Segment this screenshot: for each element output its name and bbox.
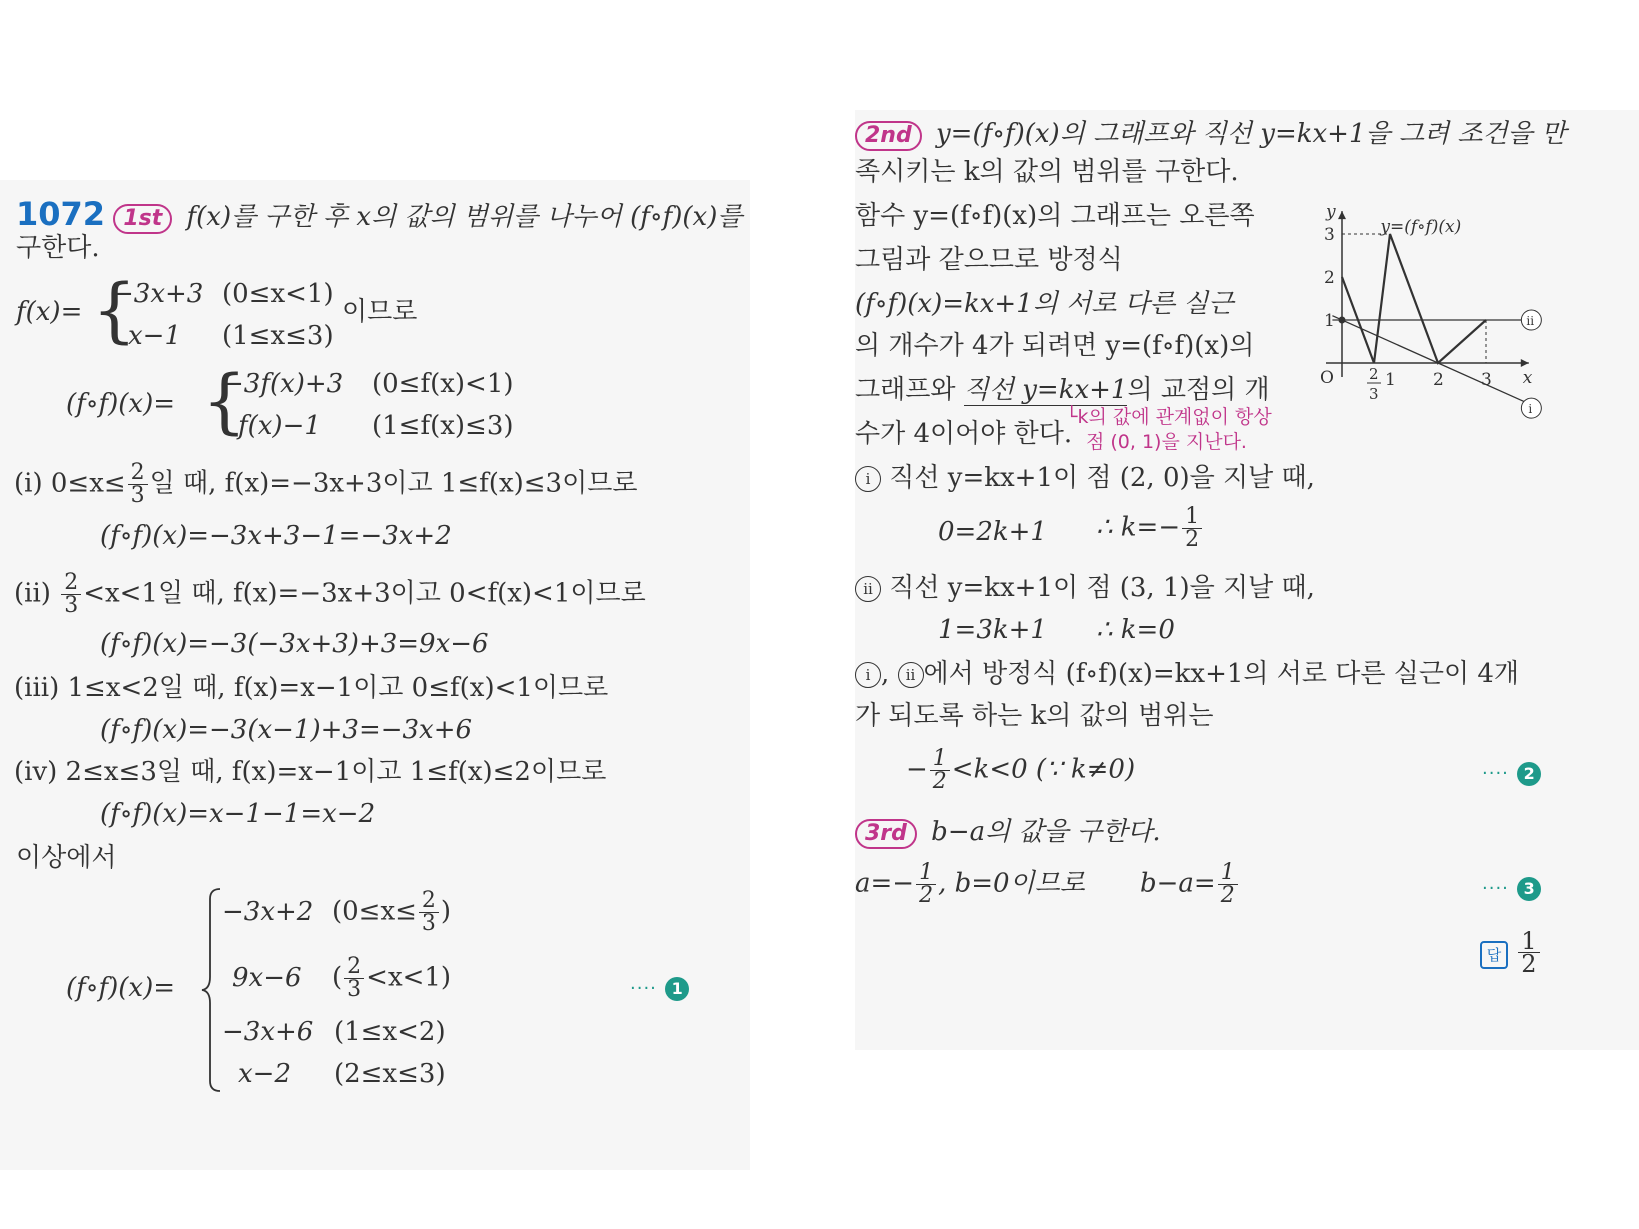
x-tick-label: 1 [1385,370,1396,390]
eq-ii-a: 1=3k+1 [938,615,1047,645]
note-line-2: 점 (0, 1)을 지난다. [1086,431,1247,453]
case-i-end: 일 때, f(x)=−3x+3이고 1≤f(x)≤3이므로 [149,468,638,499]
point-0-1 [1339,317,1346,324]
case-ii-end: <x<1일 때, f(x)=−3x+3이고 0<f(x)<1이므로 [83,578,646,609]
circle-i-icon: i [855,466,881,492]
graph-title: y=(f∘f)(x) [1380,216,1462,237]
para-line-4: 의 개수가 4가 되려면 y=(f∘f)(x)의 [855,331,1255,361]
case-iii: (iii) 1≤x<2일 때, f(x)=x−1이고 0≤f(x)<1이므로 [14,673,609,703]
final-c4-expr: x−2 [238,1059,291,1089]
case-iii-result: (f∘f)(x)=−3(x−1)+3=−3x+6 [100,715,473,745]
f-def-tail: 이므로 [342,297,418,327]
label-i-text: i [1528,402,1533,417]
frac-half: $\frac{1}{2}$ [1518,930,1539,975]
frac-half: $\frac{1}{2}$ [1218,862,1238,907]
note-line-1: └k의 값에 관계없이 항상 [1066,406,1272,428]
case-ii [14,572,646,617]
case-ii-result: (f∘f)(x)=−3(−3x+3)+3=9x−6 [100,629,489,659]
step3-text: b−a의 값을 구한다. [931,817,1161,847]
final-c3-expr: −3x+6 [222,1017,314,1047]
y-tick-label: 2 [1324,268,1335,288]
case-iv: (iv) 2≤x≤3일 때, f(x)=x−1이고 1≤f(x)≤2이므로 [14,757,607,787]
brace-f: { [92,269,137,351]
ff-case2-cond: (1≤f(x)≤3) [372,411,514,441]
y-tick-label: 1 [1324,311,1335,331]
marker-3: ···· 3 [1482,870,1541,905]
f-case2-cond: (1≤x≤3) [222,321,334,351]
x-tick-frac-den: 3 [1369,385,1379,403]
step2-text-cont: 족시키는 k의 값의 범위를 구한다. [855,157,1239,187]
ff-lhs: (f∘f)(x)= [66,389,176,419]
final-c1-expr: −3x+2 [222,897,314,927]
marker-1: ···· 1 [630,970,689,1005]
conclusion-line-2: 가 되도록 하는 k의 값의 범위는 [855,701,1214,731]
case-line-i: i 직선 y=kx+1이 점 (2, 0)을 지날 때, [855,462,1315,494]
step3-badge: 3rd [855,819,917,849]
case-line-ii: ii 직선 y=kx+1이 점 (3, 1)을 지날 때, [855,572,1315,604]
para-line-5: 그래프와 직선 y=kx+1의 교점의 개 [855,375,1270,405]
frac-two-thirds: $\frac{2}{3}$ [344,956,364,1001]
eq-ii-b: ∴ k=0 [1096,615,1175,645]
f-case1-expr: −3x+3 [112,279,204,309]
brace-ff: { [202,360,247,442]
x-tick-frac-num: 2 [1369,365,1379,383]
therefore-text: 이상에서 [16,843,117,873]
final-c3-cond: (1≤x<2) [334,1017,446,1047]
origin-label: O [1320,368,1334,388]
frac-two-thirds: $\frac{2}{3}$ [128,462,148,507]
frac-two-thirds: $\frac{2}{3}$ [61,572,81,617]
x-label: x [1522,368,1533,388]
conclusion-line-1: i , ii 에서 방정식 (f∘f)(x)=kx+1의 서로 다른 실근이 4개 [855,658,1519,690]
case-i-start: (i) 0≤x≤ [14,468,126,499]
ff-case2-expr: f(x)−1 [238,411,321,441]
marker-2: ···· 2 [1482,755,1541,790]
y-tick-label: 3 [1324,225,1335,245]
para-line-6: 수가 4이어야 한다. [855,419,1073,449]
case-iv-result: (f∘f)(x)=x−1−1=x−2 [100,799,376,829]
problem-number: 1072 [16,195,106,233]
x-tick-label: 2 [1433,370,1444,390]
frac-half: $\frac{1}{2}$ [916,862,936,907]
ff-case1-expr: −3f(x)+3 [222,369,344,399]
frac-two-thirds: $\frac{2}{3}$ [419,890,439,935]
f-case1-cond: (0≤x<1) [222,279,334,309]
b-minus-a: b−a= $\frac{1}{2}$ [1140,862,1240,907]
answer-icon: 답 [1480,941,1508,969]
circle-ii-icon: ii [898,662,924,688]
x-axis-arrow [1521,359,1529,367]
step2-badge: 2nd [855,121,922,151]
ff-case1-cond: (0≤f(x)<1) [372,369,514,399]
final-c2-expr: 9x−6 [232,963,302,993]
circle-ii-icon: ii [855,576,881,602]
frac-half: $\frac{1}{2}$ [930,748,950,793]
final-lhs: (f∘f)(x)= [66,973,176,1003]
f-case2-expr: x−1 [128,321,181,351]
para-line-1: 함수 y=(f∘f)(x)의 그래프는 오른쪽 [855,201,1255,231]
final-answer [1480,927,1542,978]
case-i-result: (f∘f)(x)=−3x+3−1=−3x+2 [100,521,452,551]
step1-text-cont: 구한다. [16,233,100,263]
case-i [14,462,637,507]
x-tick-label: 3 [1481,370,1492,390]
f-def-lhs: f(x)= [16,297,83,327]
label-ii-text: ii [1526,314,1535,328]
ab-values: a=− $\frac{1}{2}$ , b=0이므로 [855,860,1085,908]
para-line-3: (f∘f)(x)=kx+1의 서로 다른 실근 [855,289,1234,319]
final-brace [200,885,224,1095]
step2-text: y=(f∘f)(x)의 그래프와 직선 y=kx+1을 그려 조건을 만 [935,119,1567,149]
y-axis-arrow [1338,211,1346,219]
para-line-2: 그림과 같으므로 방정식 [855,245,1123,275]
final-c4-cond: (2≤x≤3) [334,1059,446,1089]
underlined-line: 직선 y=kx+1 [963,375,1128,405]
range: − $\frac{1}{2}$ <k<0 (∵ k≠0) [906,746,1136,794]
case-ii-start: (ii) [14,578,51,609]
y-label: y [1326,202,1336,223]
step1-text: f(x)를 구한 후 x의 값의 범위를 나누어 (f∘f)(x)를 [186,202,743,232]
final-c2-cond: ( $\frac{2}{3}$ <x<1) [332,954,452,1002]
curve-ff [1342,234,1486,363]
step1-badge: 1st [113,204,172,234]
final-c1-cond: (0≤x≤ $\frac{2}{3}$ ) [332,888,452,936]
graph [1310,195,1639,430]
eq-i-a: 0=2k+1 [938,517,1047,547]
circle-i-icon: i [855,662,881,688]
frac-half: $\frac{1}{2}$ [1182,506,1202,551]
eq-i-b: ∴ k=− $\frac{1}{2}$ [1096,506,1204,551]
step2-header [855,118,1566,151]
problem-header [16,195,743,234]
step3-header [855,816,1161,849]
